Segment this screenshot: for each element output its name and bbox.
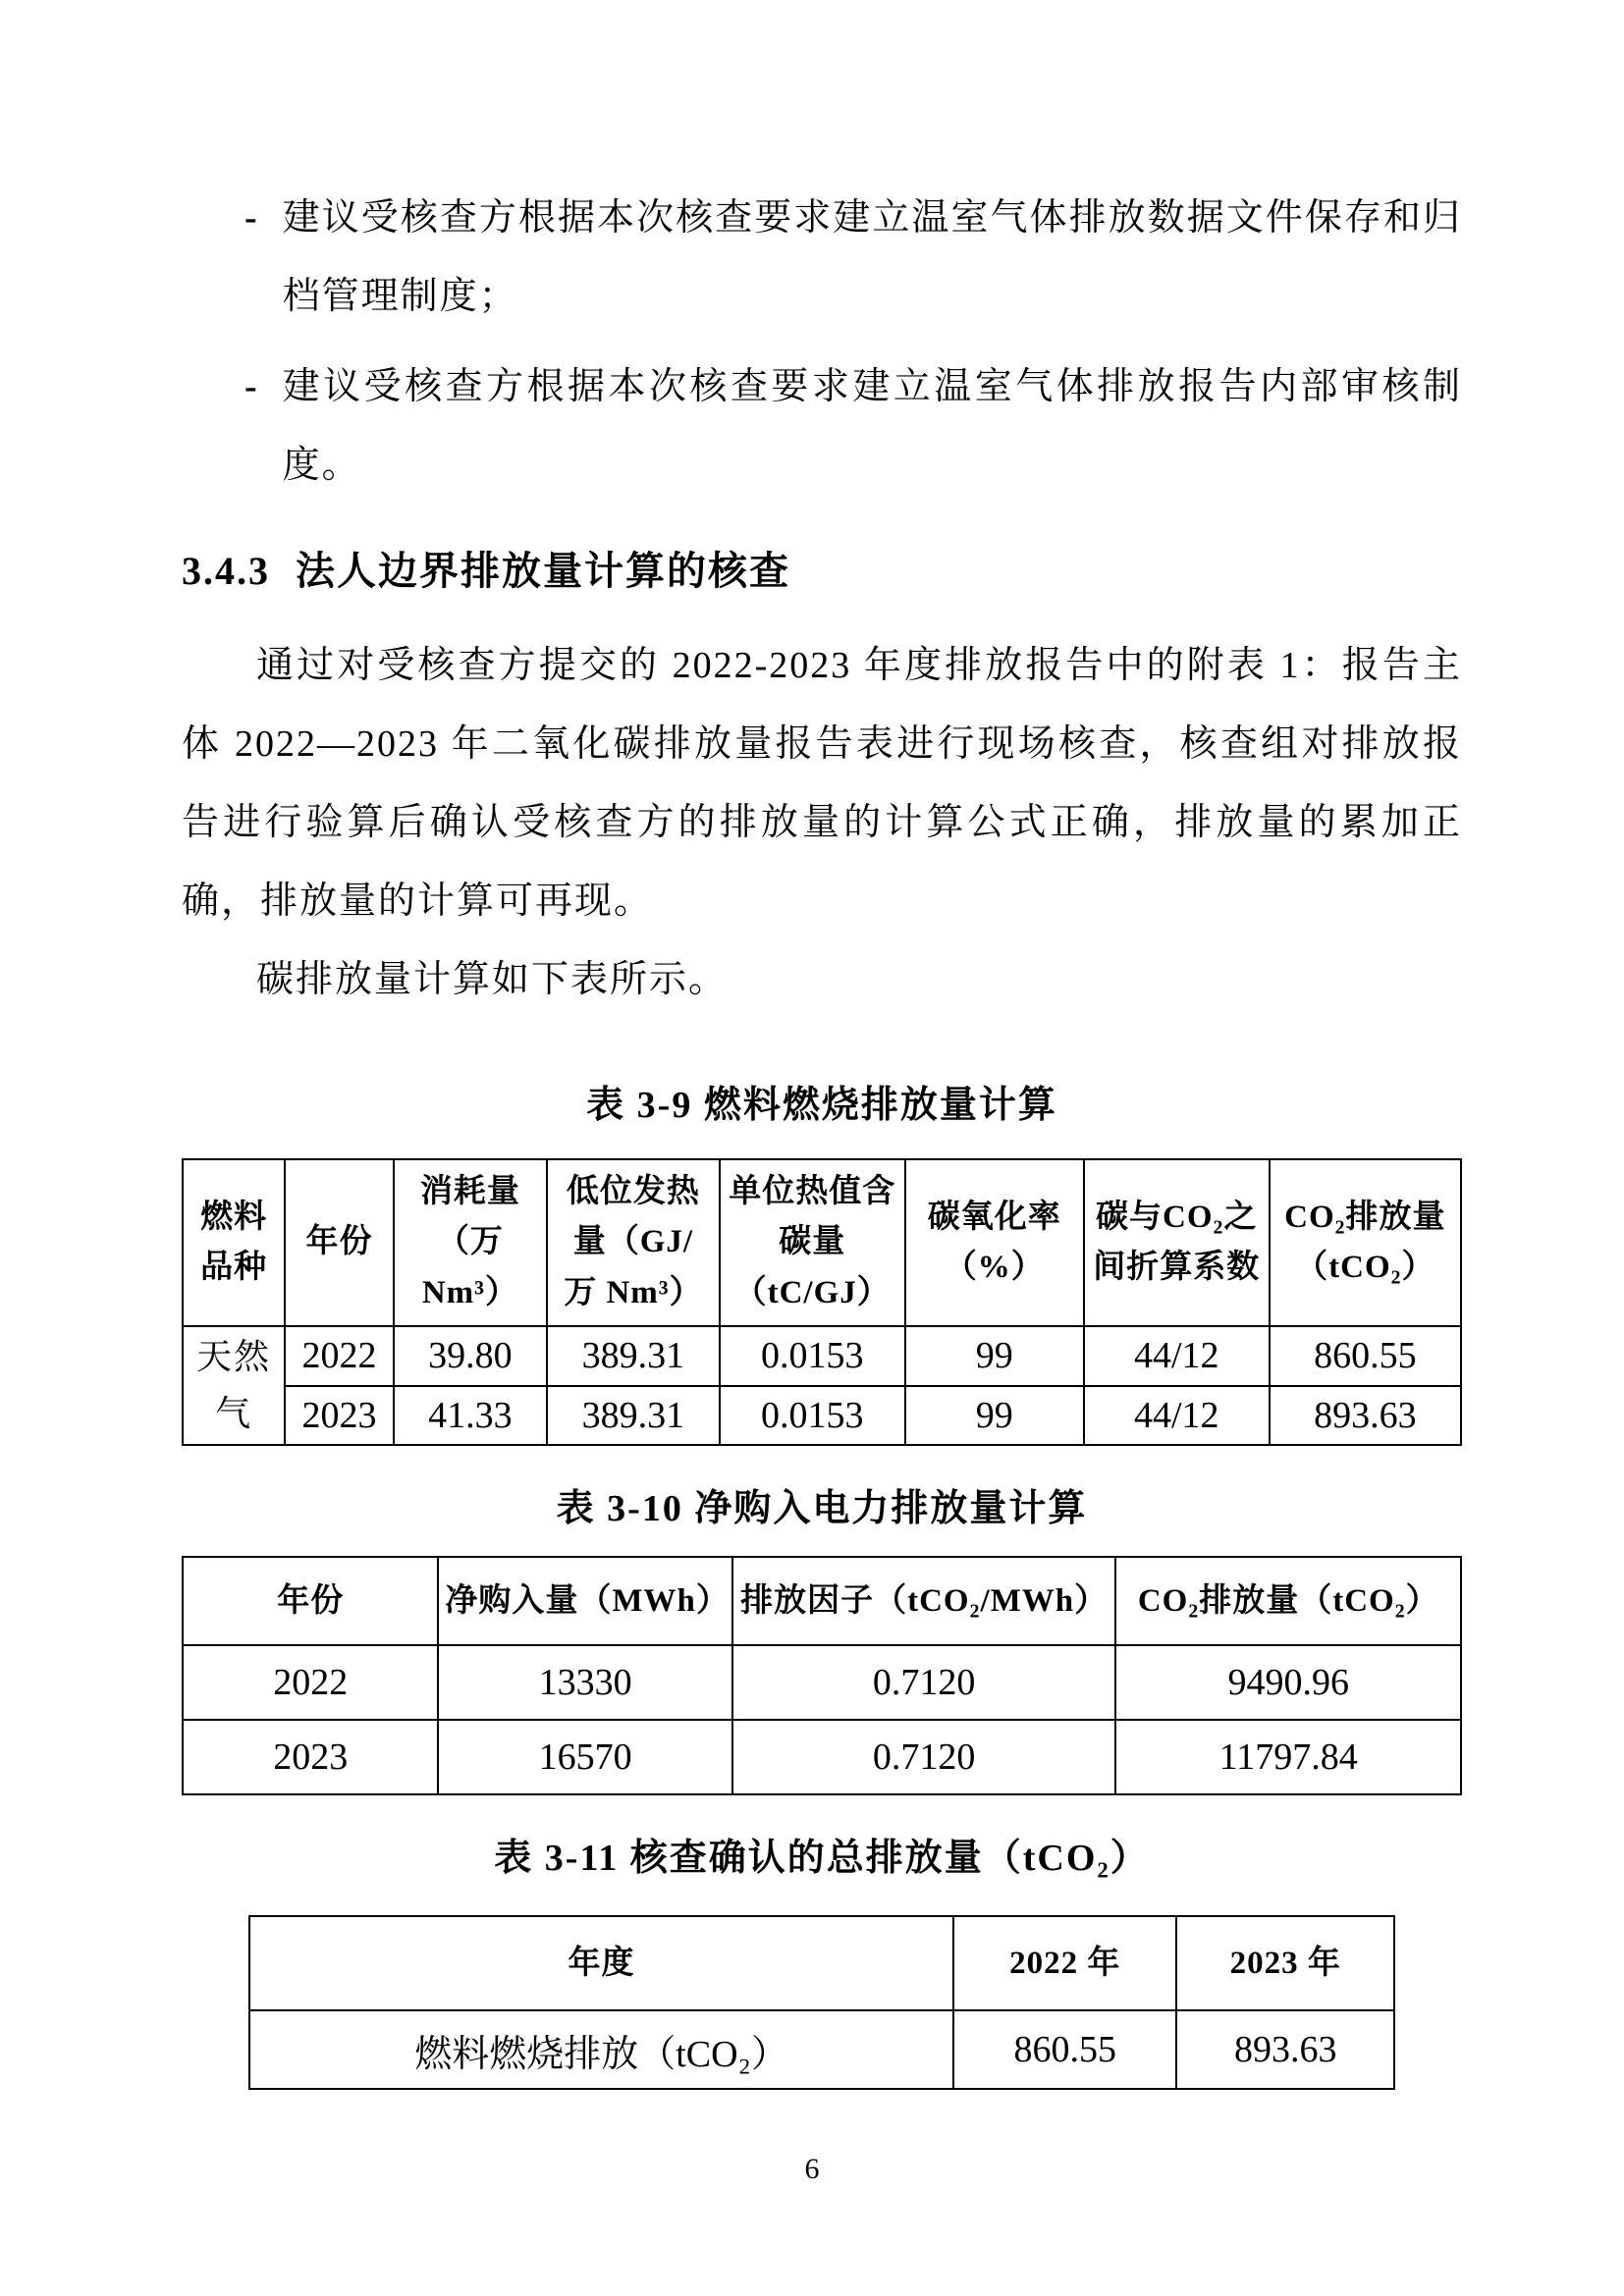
- page-number: 6: [804, 2153, 820, 2185]
- data-cell: 0.0153: [720, 1386, 905, 1446]
- data-cell: 11797.84: [1115, 1720, 1461, 1794]
- header-cell: 碳与CO₂之间折算系数: [1084, 1159, 1270, 1326]
- data-cell: 860.55: [1270, 1326, 1461, 1386]
- header-cell: 单位热值含碳量（tC/GJ）: [720, 1159, 905, 1326]
- data-cell: 0.7120: [732, 1645, 1116, 1720]
- table-header-row: [183, 1557, 1461, 1645]
- data-cell: 99: [905, 1326, 1084, 1386]
- table-3-11-wrapper: [248, 1915, 1395, 2090]
- header-cell: 年份: [285, 1159, 394, 1326]
- data-cell: 389.31: [547, 1386, 720, 1446]
- bullet-item: [182, 179, 1462, 336]
- data-cell: 2022: [183, 1645, 438, 1720]
- bullet-text: 建议受核查方根据本次核查要求建立温室气体排放报告内部审核制度。: [282, 366, 1462, 486]
- table-row: [183, 1645, 1461, 1720]
- bullet-text: 建议受核查方根据本次核查要求建立温室气体排放数据文件保存和归档管理制度；: [282, 197, 1462, 317]
- data-cell: 39.80: [394, 1326, 547, 1386]
- bullet-dash: -: [244, 197, 259, 239]
- data-cell: 2023: [183, 1720, 438, 1794]
- header-cell: 燃料品种: [183, 1159, 285, 1326]
- table-header-row: [183, 1159, 1461, 1326]
- header-cell: CO₂排放量（tCO₂）: [1115, 1557, 1461, 1645]
- table-3-9-caption: 表 3-9 燃料燃烧排放量计算: [586, 1085, 1057, 1126]
- header-cell: 消耗量（万 Nm³）: [394, 1159, 547, 1326]
- row-label-cell: 燃料燃烧排放（tCO₂）: [249, 2010, 953, 2089]
- data-cell: 41.33: [394, 1386, 547, 1446]
- header-cell: 2023 年: [1176, 1916, 1394, 2010]
- data-cell: 389.31: [547, 1326, 720, 1386]
- data-cell: 9490.96: [1115, 1645, 1461, 1720]
- section-number: 3.4.3: [182, 549, 270, 593]
- data-cell: 44/12: [1084, 1326, 1270, 1386]
- header-cell: 年份: [183, 1557, 438, 1645]
- data-cell: 44/12: [1084, 1386, 1270, 1446]
- data-cell: 893.63: [1270, 1386, 1461, 1446]
- bullet-item: [182, 347, 1462, 505]
- header-cell: 年度: [249, 1916, 953, 2010]
- table-3-10-caption: 表 3-10 净购入电力排放量计算: [556, 1488, 1088, 1530]
- bullet-dash: -: [244, 366, 259, 407]
- table-row: [249, 2010, 1394, 2089]
- fuel-combustion-table: [182, 1158, 1462, 1446]
- table-header-row: [249, 1916, 1394, 2010]
- total-emissions-table: [248, 1915, 1395, 2090]
- data-cell: 0.0153: [720, 1326, 905, 1386]
- data-cell: 16570: [438, 1720, 731, 1794]
- data-cell: 2022: [285, 1326, 394, 1386]
- header-cell: 排放因子（tCO₂/MWh）: [732, 1557, 1116, 1645]
- table-3-11-caption: 表 3-11 核查确认的总排放量（tCO₂）: [494, 1838, 1150, 1880]
- table-row: [183, 1386, 1461, 1446]
- paragraph-verification-result: 通过对受核查方提交的 2022-2023 年度排放报告中的附表 1：报告主体 2022—2023 年二氧化碳排放量报告表进行现场核查，核查组对排放报告进行验算后确认受核查方的排放量的计算公式正确，排放量的累加正确，排放量的计算可再现。: [182, 645, 1462, 922]
- section-heading: [182, 532, 1462, 611]
- data-cell: 99: [905, 1386, 1084, 1446]
- header-cell: CO₂排放量（tCO₂）: [1270, 1159, 1461, 1326]
- data-cell: 893.63: [1176, 2010, 1394, 2089]
- header-cell: 净购入量（MWh）: [438, 1557, 731, 1645]
- data-cell: 2023: [285, 1386, 394, 1446]
- fuel-type-cell: 天然气: [183, 1326, 285, 1445]
- data-cell: 13330: [438, 1645, 731, 1720]
- purchased-electricity-table: [182, 1556, 1462, 1795]
- table-row: [183, 1326, 1461, 1386]
- paragraph-table-intro: 碳排放量计算如下表所示。: [256, 959, 729, 1000]
- data-cell: 0.7120: [732, 1720, 1116, 1794]
- header-cell: 2022 年: [953, 1916, 1176, 2010]
- header-cell: 碳氧化率（%）: [905, 1159, 1084, 1326]
- section-title: 法人边界排放量计算的核查: [296, 549, 790, 593]
- data-cell: 860.55: [953, 2010, 1176, 2089]
- table-row: [183, 1720, 1461, 1794]
- header-cell: 低位发热量（GJ/ 万 Nm³）: [547, 1159, 720, 1326]
